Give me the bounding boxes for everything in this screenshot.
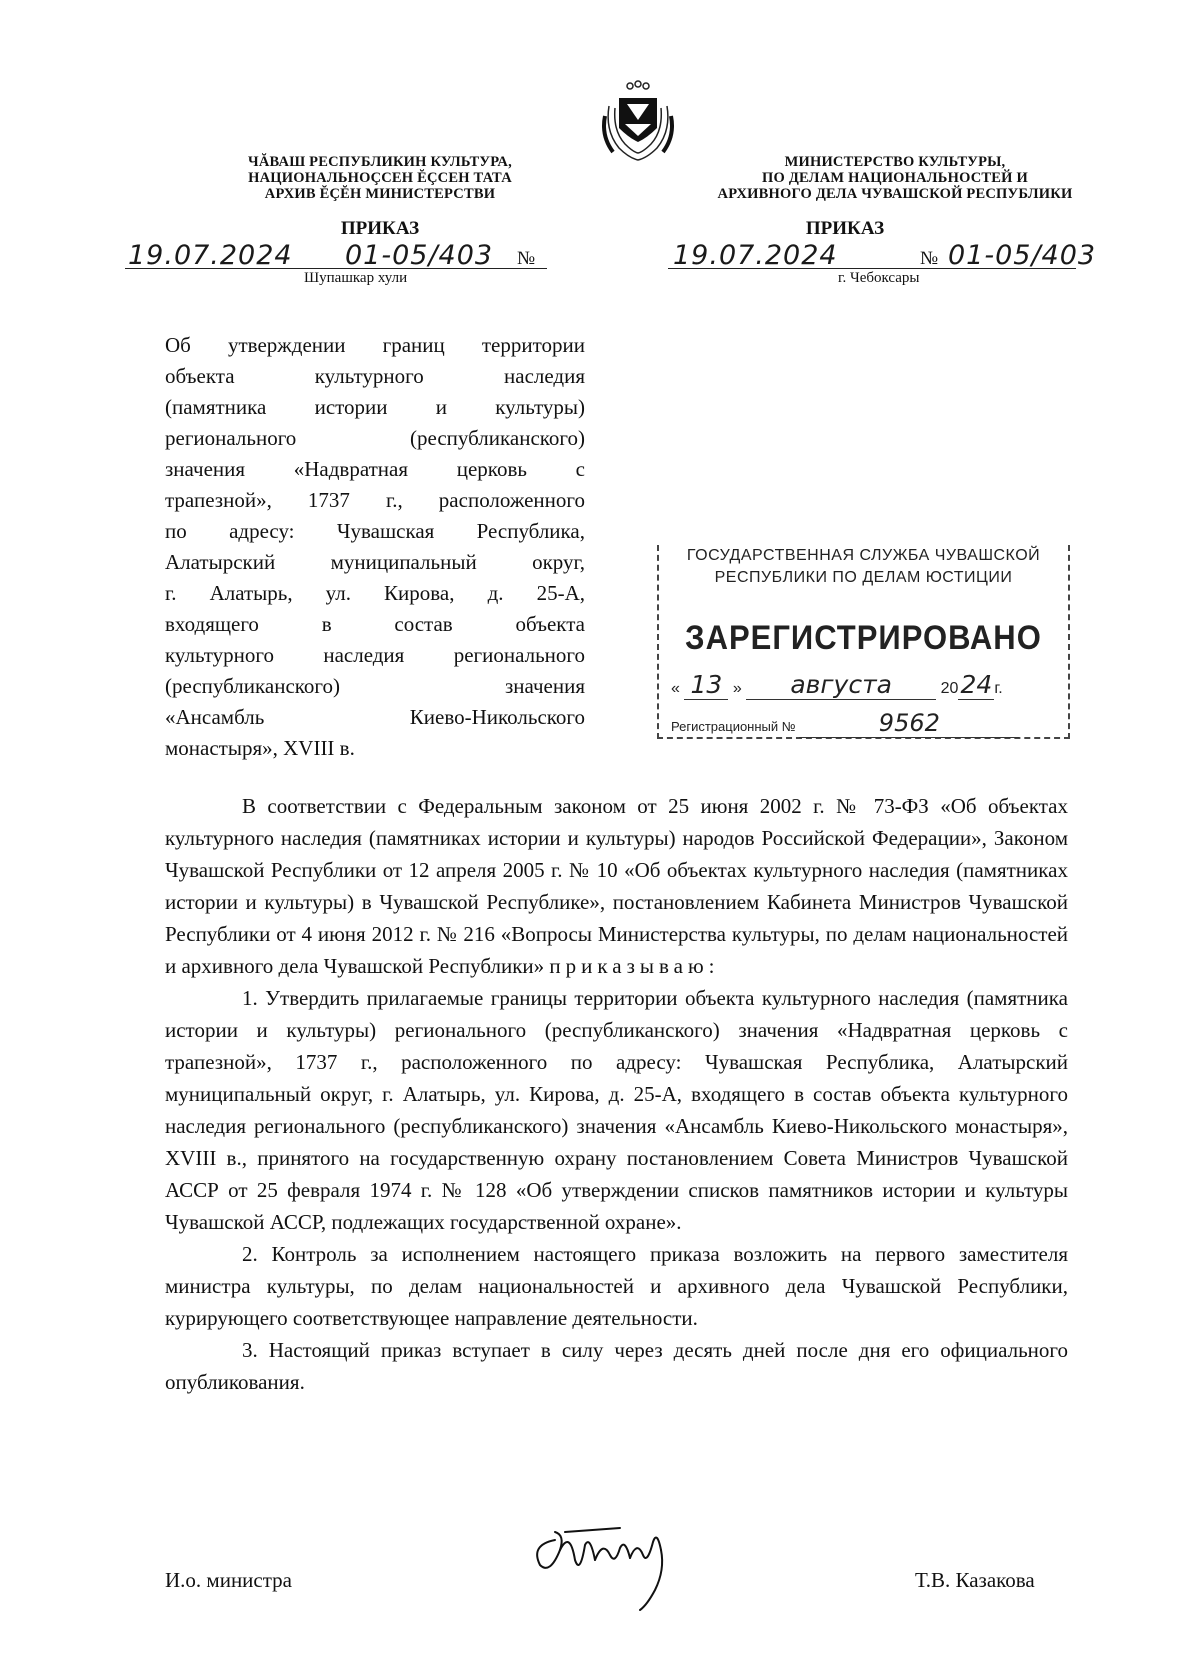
body-item-2: 2. Контроль за исполнением настоящего приказа возложить на первого заместителя министра культуры, по делам национальностей и архивного дела Чувашской Республики, курирующего соответствующее направление деятельности. xyxy=(165,1242,1068,1330)
header-left-date: 19.07.2024 xyxy=(128,240,293,271)
document-body xyxy=(165,790,1068,1398)
order-word: приказываю: xyxy=(549,954,720,978)
subject-line: (памятника истории и культуры) xyxy=(165,395,585,419)
header-left-org-line1: ЧĂВАШ РЕСПУБЛИКИН КУЛЬТУРА, xyxy=(248,154,512,170)
stamp-date xyxy=(671,670,1061,700)
header-left-org-line2: НАЦИОНАЛЬНОÇСЕН ĔÇСЕН ТАТА xyxy=(248,170,512,186)
header-right-org-line3: АРХИВНОГО ДЕЛА ЧУВАШСКОЙ РЕСПУБЛИКИ xyxy=(717,186,1073,202)
header-left-doc-type: ПРИКАЗ xyxy=(340,218,420,239)
subject-line: входящего в состав объекта xyxy=(165,612,585,636)
header-right-org-line1: МИНИСТЕРСТВО КУЛЬТУРЫ, xyxy=(784,154,1006,170)
header-left-organization xyxy=(230,154,530,202)
header-right-date: 19.07.2024 xyxy=(673,240,838,271)
header-left-place: Шупашкар хули xyxy=(304,270,408,286)
stamp-year-suffix: г. xyxy=(994,680,1003,697)
header-right-doc-type: ПРИКАЗ xyxy=(805,218,885,239)
header-left-number-sign: № xyxy=(517,248,536,269)
subject-line: объекта культурного наследия xyxy=(165,364,585,388)
coat-of-arms-emblem xyxy=(597,76,679,166)
registration-stamp xyxy=(657,545,1070,739)
header-right-organization xyxy=(705,154,1085,202)
body-preamble xyxy=(165,790,1068,982)
header-right-underline xyxy=(668,268,1076,269)
stamp-reg-label: Регистрационный № xyxy=(671,719,796,734)
body-item-3: 3. Настоящий приказ вступает в силу через десять дней после дня его официального опубликования. xyxy=(165,1338,1068,1394)
subject-line: регионального (республиканского) xyxy=(165,426,585,450)
header-left-org-line3: АРХИВ ĔÇĔН МИНИСТЕРСТВИ xyxy=(264,186,496,202)
header-right-number: 01-05/403 xyxy=(948,240,1097,271)
stamp-day: 13 xyxy=(684,670,728,700)
stamp-line2: РЕСПУБЛИКИ ПО ДЕЛАМ ЮСТИЦИИ xyxy=(714,569,1013,586)
stamp-title: ЗАРЕГИСТРИРОВАНО xyxy=(685,618,1042,657)
header-right-org-line2: ПО ДЕЛАМ НАЦИОНАЛЬНОСТЕЙ И xyxy=(762,170,1028,186)
subject-line: Об утверждении границ территории xyxy=(165,333,585,357)
header-left-number: 01-05/403 xyxy=(345,240,494,271)
subject-line: г. Алатырь, ул. Кирова, д. 25-А, xyxy=(165,581,585,605)
subject-line: значения «Надвратная церковь с xyxy=(165,457,585,481)
signatory-position: И.о. министра xyxy=(165,1568,292,1592)
subject-line: культурного наследия регионального xyxy=(165,643,585,667)
stamp-quote-open: « xyxy=(671,680,680,697)
preamble-text: В соответствии с Федеральным законом от 25 июня 2002 г. № 73-ФЗ «Об объектах культурного наследия (памятниках истории и культуры) народов Российской Федерации», Законом Чувашской Республики от 12 апреля 2005 г. № 10 «Об объектах культурного наследия (памятниках истории и культуры) в Чувашской Республике», постановлением Кабинета Министров Чувашской Республики от 4 июня 2012 г. № 216 «Вопросы Министерства культуры, по делам национальностей и архивного дела Чувашской Республики» xyxy=(165,794,1068,978)
stamp-quote-close: » xyxy=(732,680,742,697)
document-subject xyxy=(165,330,585,764)
header-left-underline xyxy=(125,268,547,269)
stamp-line1: ГОСУДАРСТВЕННАЯ СЛУЖБА ЧУВАШСКОЙ xyxy=(686,547,1041,564)
stamp-reg-number: 9562 xyxy=(799,709,1019,738)
signatory-name: Т.В. Казакова xyxy=(915,1568,1035,1592)
body-item-1: 1. Утвердить прилагаемые границы территории объекта культурного наследия (памятника истории и культуры) регионального (республиканского) значения «Надвратная церковь с трапезной», 1737 г., расположенного по адресу: Чувашская Республика, Алатырский муниципальный округ, г. Алатырь, ул. Кирова, д. 25-А, входящего в состав объекта культурного наследия регионального (республиканского) значения «Ансамбль Киево-Никольского монастыря», XVIII в., принятого на государственную охрану постановлением Совета Министров Чувашской АССР от 25 февраля 1974 г. № 128 «Об утверждении списков памятников истории и культуры Чувашской АССР, подлежащих государственной охране». xyxy=(165,986,1068,1234)
header-right-number-sign: № xyxy=(920,248,939,269)
subject-line: «Ансамбль Киево-Никольского xyxy=(165,705,585,729)
stamp-year: 24 xyxy=(958,670,994,700)
subject-line: монастыря», XVIII в. xyxy=(165,736,355,760)
stamp-month: августа xyxy=(746,670,936,700)
subject-line: по адресу: Чувашская Республика, xyxy=(165,519,585,543)
subject-line: (республиканского) значения xyxy=(165,674,585,698)
stamp-registration xyxy=(671,709,1019,738)
stamp-year-prefix: 20 xyxy=(940,680,959,697)
header-right-place: г. Чебоксары xyxy=(838,270,920,286)
subject-line: трапезной», 1737 г., расположенного xyxy=(165,488,585,512)
subject-line: Алатырский муниципальный округ, xyxy=(165,550,585,574)
handwritten-signature xyxy=(525,1510,695,1615)
